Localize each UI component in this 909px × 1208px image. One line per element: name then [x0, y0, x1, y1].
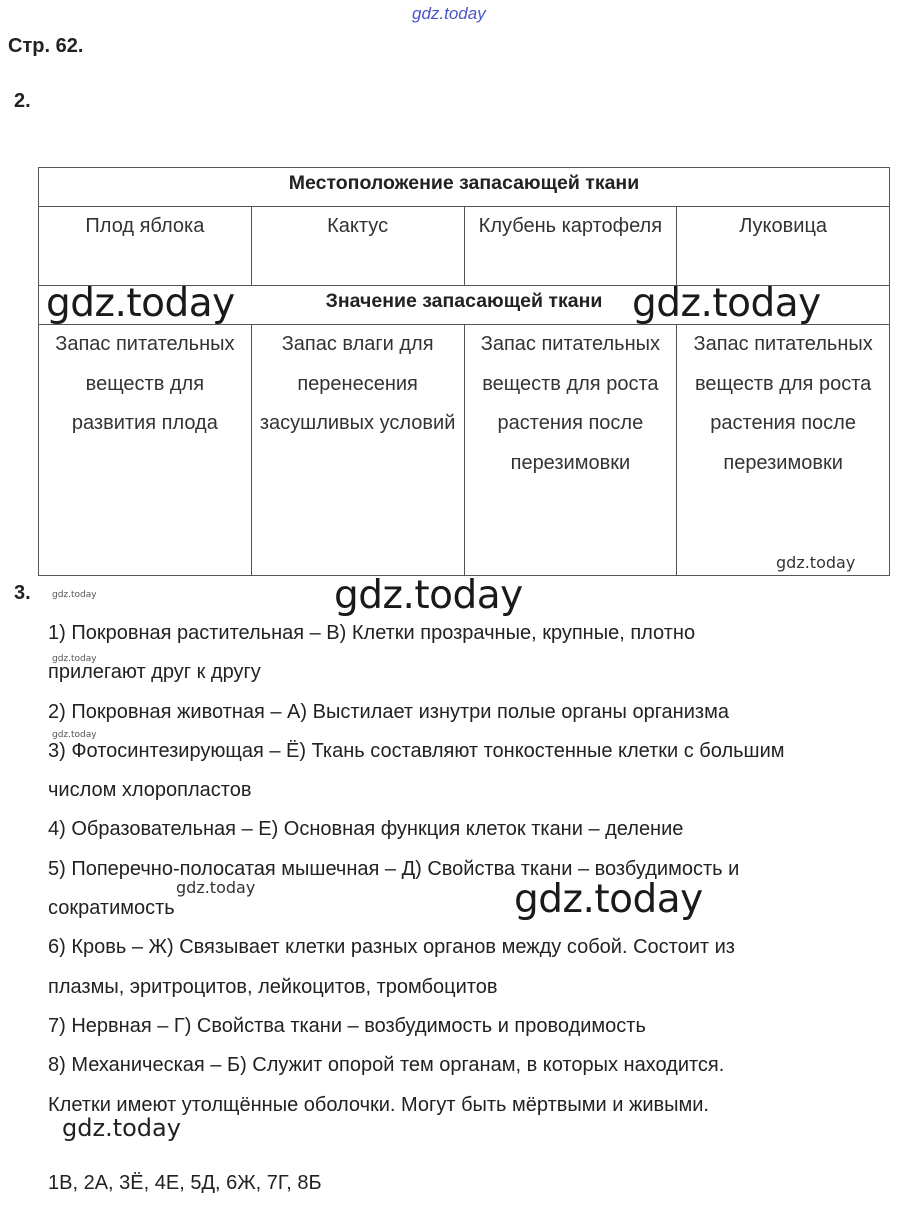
task-3-number: 3.	[14, 582, 31, 604]
answer-line: 4) Образовательная – Е) Основная функция клеток ткани – деление	[48, 818, 684, 841]
watermark-overlay: gdz.today	[52, 654, 97, 664]
meaning-cell: Запас влаги для перенесения засушливых условий	[251, 325, 464, 576]
matching-answers	[48, 614, 908, 1125]
watermark-overlay: gdz.today	[46, 281, 235, 326]
storage-tissue-table	[38, 167, 890, 576]
watermark-overlay: gdz.today	[632, 281, 821, 326]
watermark-overlay: gdz.today	[62, 1114, 181, 1142]
table-row-meanings	[39, 325, 890, 576]
watermark-overlay: gdz.today	[52, 730, 97, 740]
answer-line: Клетки имеют утолщённые оболочки. Могут быть мёртвыми и живыми.	[48, 1093, 709, 1116]
answer-line: 1) Покровная растительная – В) Клетки прозрачные, крупные, плотно	[48, 622, 696, 644]
answer-line: прилегают друг к другу	[48, 661, 261, 684]
table-header-row-location	[39, 168, 890, 207]
answer-line: числом хлоропластов	[48, 779, 252, 802]
page-label: Стр. 62.	[8, 35, 84, 57]
place-cell: Клубень картофеля	[464, 207, 677, 286]
meaning-cell: Запас питательных веществ для роста растения после перезимовки	[677, 325, 890, 576]
meaning-cell: Запас питательных веществ для развития плода	[39, 325, 252, 576]
answer-line: плазмы, эритроцитов, лейкоцитов, тромбоцитов	[48, 975, 498, 998]
watermark-overlay: gdz.today	[334, 573, 523, 618]
answer-line: 3) Фотосинтезирующая – Ё) Ткань составляют тонкостенные клетки с большим	[48, 739, 785, 762]
watermark-overlay: gdz.today	[176, 878, 256, 897]
answer-line: 6) Кровь – Ж) Связывает клетки разных органов между собой. Состоит из	[48, 936, 735, 959]
answer-line: 5) Поперечно-полосатая мышечная – Д) Свойства ткани – возбудимость и	[48, 857, 740, 880]
answer-summary: 1В, 2А, 3Ё, 4Е, 5Д, 6Ж, 7Г, 8Б	[48, 1172, 322, 1194]
answer-line: 7) Нервная – Г) Свойства ткани – возбудимость и проводимость	[48, 1014, 646, 1037]
meaning-cell: Запас питательных веществ для роста растения после перезимовки	[464, 325, 677, 576]
table-row-places	[39, 207, 890, 286]
answer-line: 2) Покровная животная – А) Выстилает изнутри полые органы организма	[48, 700, 729, 723]
place-cell: Луковица	[677, 207, 890, 286]
watermark-overlay: gdz.today	[52, 590, 97, 600]
place-cell: Кактус	[251, 207, 464, 286]
task-2-number: 2.	[14, 90, 31, 112]
answer-line: сократимость	[48, 897, 175, 920]
place-cell: Плод яблока	[39, 207, 252, 286]
watermark-overlay: gdz.today	[776, 553, 856, 572]
header-location: Местоположение запасающей ткани	[39, 168, 890, 207]
watermark-top: gdz.today	[412, 4, 486, 23]
answer-line: 8) Механическая – Б) Служит опорой тем органам, в которых находится.	[48, 1054, 725, 1077]
watermark-overlay: gdz.today	[514, 877, 703, 922]
header-meaning: Значение запасающей ткани	[39, 286, 890, 325]
